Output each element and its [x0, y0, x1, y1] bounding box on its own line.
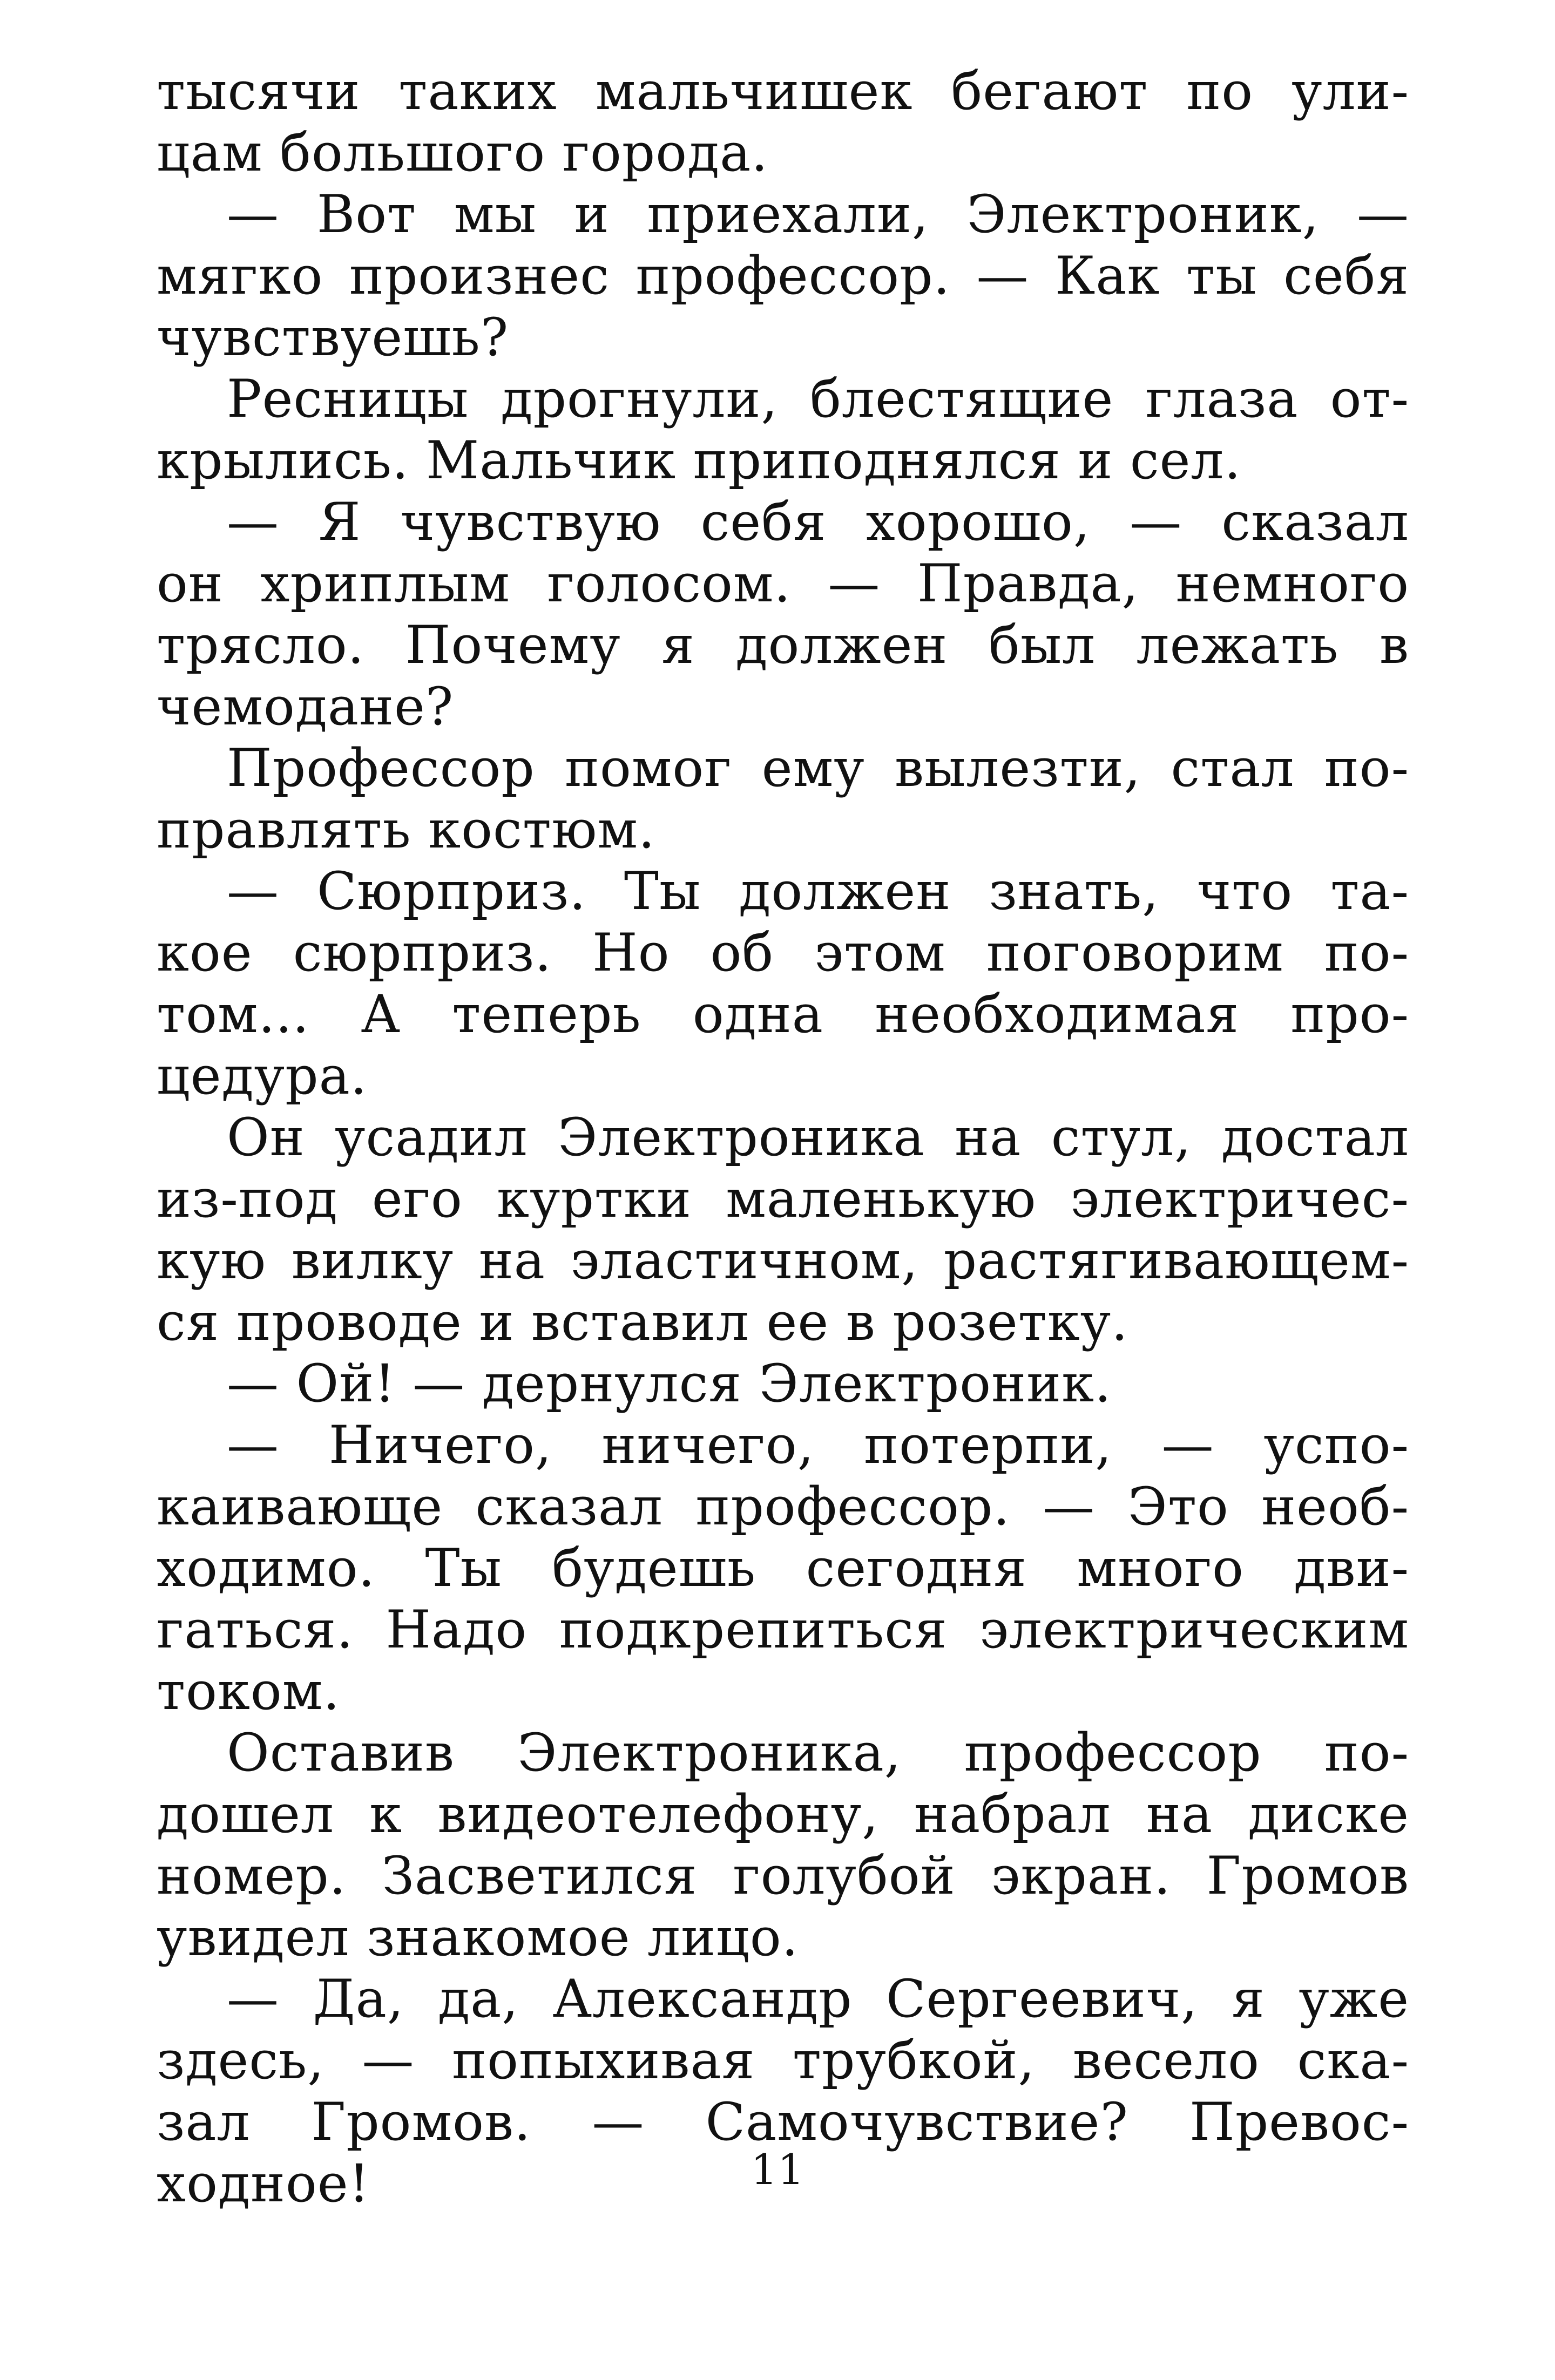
paragraph — [157, 60, 1409, 184]
text-line: каивающе сказал профессор. — Это необ- — [157, 1476, 1409, 1537]
text-line: — Ой! — дернулся Электроник. — [227, 1353, 1112, 1414]
text-line: Профессор помог ему вылезти, стал по- — [227, 738, 1409, 798]
text-line: — Сюрприз. Ты должен знать, что та- — [227, 861, 1409, 921]
text-line: кое сюрприз. Но об этом поговорим по- — [157, 923, 1409, 983]
text-line: том... А теперь одна необходимая про- — [157, 984, 1409, 1045]
text-line: — Да, да, Александр Сергеевич, я уже — [227, 1969, 1409, 2029]
text-line: крылись. Мальчик приподнялся и сел. — [157, 430, 1241, 491]
text-line: кую вилку на эластичном, растягивающем- — [157, 1230, 1409, 1291]
text-line: дошел к видеотелефону, набрал на диске — [157, 1784, 1409, 1845]
text-line: здесь, — попыхивая трубкой, весело ска- — [157, 2030, 1409, 2091]
text-line: — Ничего, ничего, потерпи, — успо- — [227, 1415, 1409, 1475]
text-line: трясло. Почему я должен был лежать в — [157, 615, 1409, 675]
paragraph — [157, 491, 1409, 737]
page-number: 11 — [751, 2146, 804, 2194]
paragraph — [157, 1353, 1409, 1414]
text-line: увидел знакомое лицо. — [157, 1907, 799, 1968]
paragraph — [157, 1722, 1409, 1968]
text-line: — Я чувствую себя хорошо, — сказал — [227, 492, 1409, 552]
text-line: цедура. — [157, 1046, 368, 1106]
text-line: Оставив Электроника, профессор по- — [227, 1723, 1409, 1783]
text-line: мягко произнес профессор. — Как ты себя — [157, 246, 1409, 306]
text-line: зал Громов. — Самочувствие? Превос- — [157, 2092, 1409, 2152]
text-line: он хриплым голосом. — Правда, немного — [157, 553, 1409, 614]
text-line: — Вот мы и приехали, Электроник, — — [227, 184, 1409, 245]
text-line: ся проводе и вставил ее в розетку. — [157, 1292, 1128, 1352]
paragraph — [157, 368, 1409, 491]
text-line: цам большого города. — [157, 123, 768, 183]
body-text — [157, 60, 1409, 2214]
text-line: из-под его куртки маленькую электричес- — [157, 1169, 1409, 1229]
text-line: током. — [157, 1661, 340, 1721]
text-line: чемодане? — [157, 676, 454, 737]
paragraph — [157, 184, 1409, 368]
text-line: чувствуешь? — [157, 307, 509, 368]
text-line: Он усадил Электроника на стул, достал — [227, 1107, 1409, 1168]
paragraph — [157, 737, 1409, 860]
text-line: гаться. Надо подкрепиться электрическим — [157, 1599, 1409, 1660]
paragraph — [157, 860, 1409, 1107]
paragraph — [157, 1414, 1409, 1722]
text-line: номер. Засветился голубой экран. Громов — [157, 1846, 1409, 1906]
text-line: ходимо. Ты будешь сегодня много дви- — [157, 1538, 1409, 1598]
text-line: тысячи таких мальчишек бегают по ули- — [157, 61, 1409, 121]
text-line: Ресницы дрогнули, блестящие глаза от- — [227, 369, 1409, 429]
paragraph — [157, 1107, 1409, 1353]
text-line: ходное! — [157, 2153, 370, 2214]
text-line: правлять костюм. — [157, 799, 655, 860]
